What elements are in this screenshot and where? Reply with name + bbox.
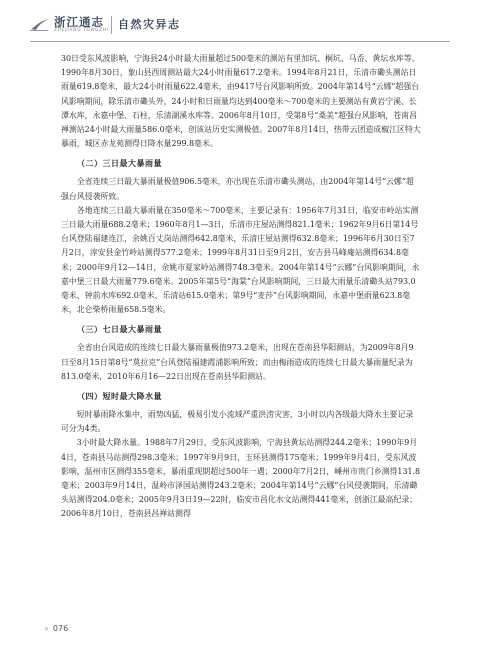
section-heading: （二）三日最大暴雨量 <box>77 158 162 169</box>
page-footer <box>44 624 68 633</box>
header-rule <box>30 41 450 42</box>
logo-title: 浙江通志 <box>54 15 104 29</box>
page-body <box>61 52 421 522</box>
logo-subtitle: ZHEJIANG TONGZHI <box>54 28 109 33</box>
paragraph: 3小时最大降水量。1988年7月29日，受东风波影响，宁海县黄坛站测得244.2毫米；1990年9月4日，苍南县马站测得298.3毫米；1997年9月9日，玉环县测得175毫米；1999年9月4日，受东风波影响，温州市区测得355毫米，暴雨重现期超过500年一遇；2000年7月2日，嵊州市贵门乡测得131.8毫米；2003年9月14日，温岭市泽国站测得243.2毫米；2004年第14号“云娜”台风侵袭期间，乐清磡头站测得204.0毫米；2005年9月3日19—22时，临安市昌化水文站测得441毫米，创浙江最高纪录；2006年8月10日，苍南县昌禅站测得 <box>61 438 421 519</box>
paragraph: 30日受东风波影响，宁海县24小时最大雨量超过500毫米的测站有里加坑、桐坑、马岙、黄坛水库等。1990年8月30日，象山县西周测站最大24小时雨量617.2毫米。1994年8月21日，乐清市磡头测站日雨量619.8毫米，最大24小时雨量622.4毫米，由9417号台风影响所致。2004年第14号“云娜”超强台风影响期间，除乐清市磡头外，24小时和日雨量均达到400毫米～700毫米的主要测站有黄岩宁溪、长潭水库，永嘉中堡、石柱，乐清湖溪水库等。2006年8月10日，受第8号“桑美”超强台风影响，苍南昌禅测站24小时最大雨量586.0毫米，创该站历史实测极值。2007年8月14日，热带云团造成椒江区特大暴雨，城区赤龙苑测得日降水量299.8毫米。 <box>61 54 421 149</box>
page-header <box>0 0 480 44</box>
footer-marker-icon: » <box>44 624 49 633</box>
book-title: 自然灾异志 <box>118 18 181 31</box>
page-number: 076 <box>52 624 69 633</box>
section-heading: （四）短时最大降水量 <box>77 391 162 402</box>
paragraph: 各地连续三日最大暴雨量在350毫米～700毫米，主要记录有：1956年7月31日，临安市岭站实测三日最大雨量688.2毫米；1960年8月1—3日，乐清市庄屋站测得821.1毫米；1962年9月6日第14号台风登陆福建连江，余姚百丈岗站测得642.8毫米，乐清庄屋站测得632.8毫米；1996年6月30日至7月2日，淳安县金竹岭站测得577.2毫米；1999年8月31日至9月2日，安吉县马峰庵站测得634.8毫米；2000年9月12—14日，余姚市夏家岭站测得748.3毫米。2004年第14号“云娜”台风影响期间，永嘉中堡三日最大雨量779.6毫米。2005年第5号“海棠”台风影响期间，三日最大雨量乐清磡头站793.0毫米、钟前水库692.0毫米、乐清站615.0毫米；第9号“麦莎”台风影响期间，永嘉中堡雨量623.8毫米，北仑柴桥雨量658.5毫米。 <box>61 205 420 315</box>
paragraph: 全省由台风造成的连续七日最大暴雨量极值973.2毫米，出现在苍南县华阳测站，为2009年8月9日至8月15日第8号“莫拉克”台风登陆福建霞浦影响所致；而由梅雨造成的连续七日最大暴雨量纪录为813.0毫米，2010年6月16—22日出现在苍南县华阳测站。 <box>61 343 414 381</box>
section-heading: （三）七日最大暴雨量 <box>77 324 162 335</box>
paragraph: 短时暴雨降水集中，雨势凶猛，极易引发小流域严重洪涝灾害，3小时以内各级最大降水主要记录可分为4类。 <box>61 410 414 434</box>
header-divider <box>111 16 112 34</box>
logo-mark-icon <box>30 18 50 31</box>
paragraph: 全省连续三日最大暴雨量极值906.5毫米，亦出现在乐清市磡头测站，由2004年第14号“云娜”超强台风侵袭所致。 <box>61 177 414 201</box>
logo <box>30 12 112 38</box>
